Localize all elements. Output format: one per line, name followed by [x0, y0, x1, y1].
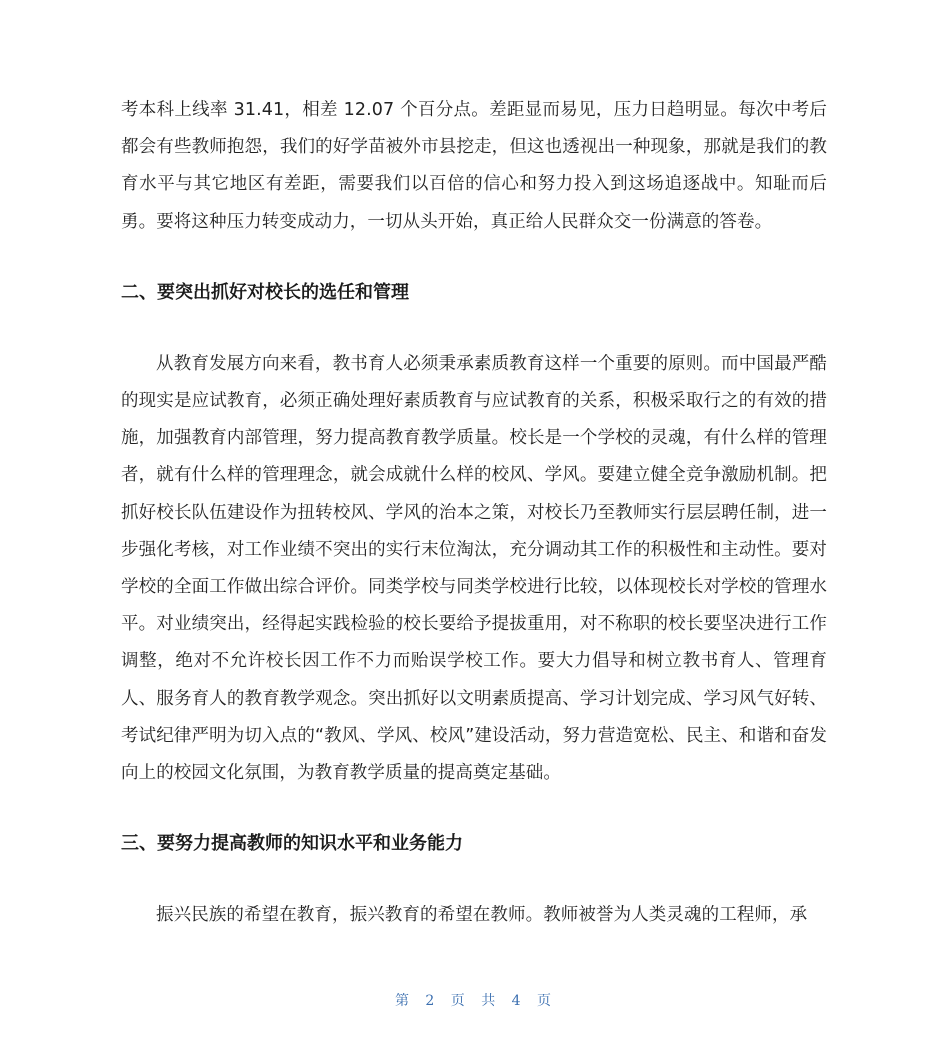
section-heading: 三、要努力提高教师的知识水平和业务能力: [121, 833, 463, 855]
body-paragraph: 振兴民族的希望在教育，振兴教育的希望在教师。教师被誉为人类灵魂的工程师，承: [156, 905, 808, 926]
document-body: [121, 92, 827, 934]
body-paragraph: 从教育发展方向来看，教书育人必须秉承素质教育这样一个重要的原则。而中国最严酷的现实是应试教育，必须正确处理好素质教育与应试教育的关系，积极采取行之的有效的措施，加强教育内部管理，努力提高教育教学质量。校长是一个学校的灵魂，有什么样的管理者，就有什么样的管理理念，就会成就什么样的校风、学风。要建立健全竞争激励机制。把抓好校长队伍建设作为扭转校风、学风的治本之策，对校长乃至教师实行层层聘任制，进一步强化考核，对工作业绩不突出的实行末位淘汰，充分调动其工作的积极性和主动性。要对学校的全面工作做出综合评价。同类学校与同类学校进行比较，以体现校长对学校的管理水平。对业绩突出，经得起实践检验的校长要给予提拔重用，对不称职的校长要坚决进行工作调整，绝对不允许校长因工作不力而贻误学校工作。要大力倡导和树立教书育人、管理育人、服务育人的教育教学观念。突出抓好以文明素质提高、学习计划完成、学习风气好转、考试纪律严明为切入点的“教风、学风、校风”建设活动，努力营造宽松、民主、和谐和奋发向上的校园文化氛围，为教育教学质量的提高奠定基础。: [121, 353, 827, 784]
page-number-footer: 第 2 页 共 4 页: [394, 993, 556, 1009]
body-paragraph: 考本科上线率 31.41，相差 12.07 个百分点。差距显而易见，压力日趋明显。每次中考后都会有些教师抱怨，我们的好学苗被外市县挖走，但这也透视出一种现象，那就是我们的教育水平与其它地区有差距，需要我们以百倍的信心和努力投入到这场追逐战中。知耻而后勇。要将这种压力转变成动力，一切从头开始，真正给人民群众交一份满意的答卷。: [121, 100, 827, 232]
section-heading: 二、要突出抓好对校长的选任和管理: [121, 281, 409, 303]
